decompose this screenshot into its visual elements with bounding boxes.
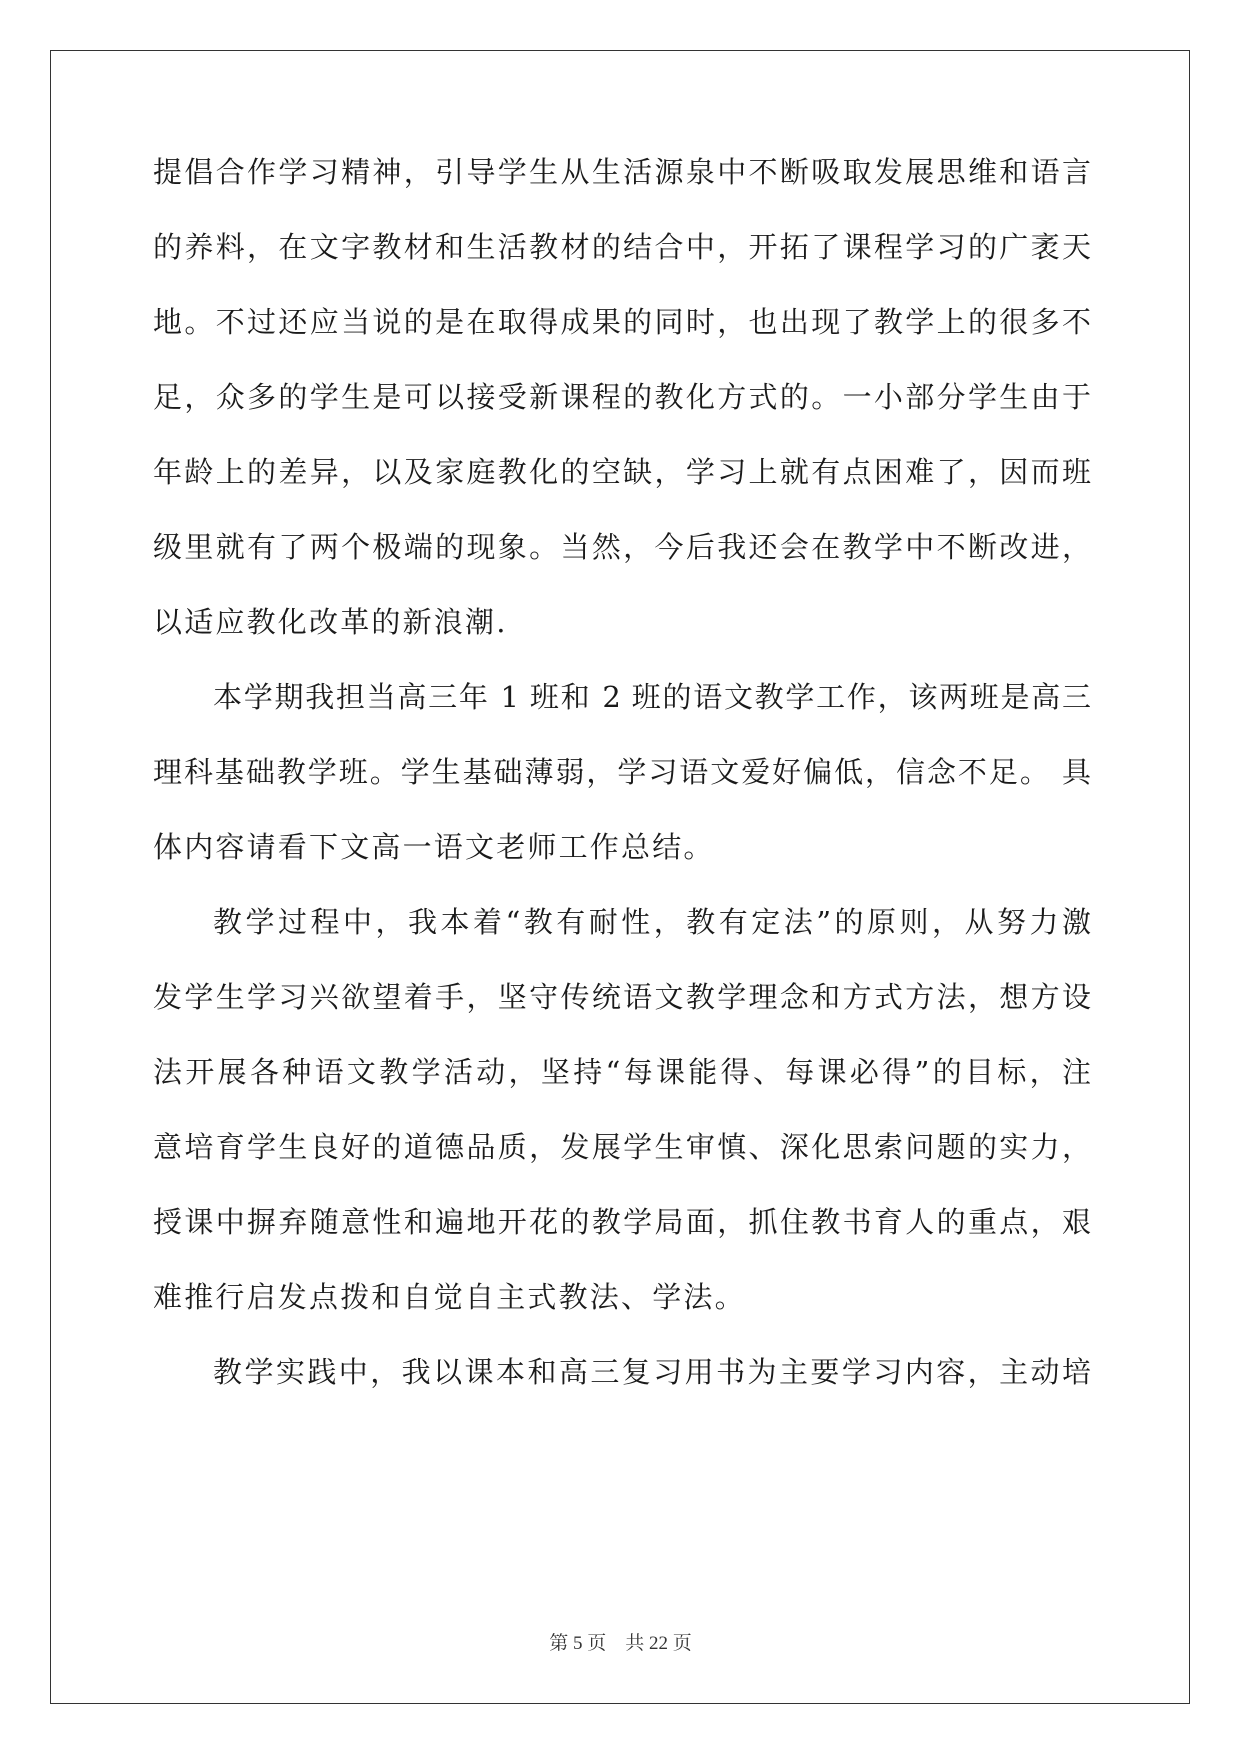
- text-line: 地。不过还应当说的是在取得成果的同时，也出现了教学上的很多不: [153, 305, 1091, 339]
- text-line: 足，众多的学生是可以接受新课程的教化方式的。一小部分学生由于: [153, 380, 1091, 414]
- page-border: [50, 50, 1190, 1704]
- paragraph-first-line: 本学期我担当高三年 1 班和 2 班的语文教学工作，该两班是高三: [213, 680, 1091, 714]
- text-line: 体内容请看下文高一语文老师工作总结。: [153, 830, 715, 864]
- text-line: 发学生学习兴欲望着手，坚守传统语文教学理念和方式方法，想方设: [153, 980, 1091, 1014]
- text-line: 难推行启发点拨和自觉自主式教法、学法。: [153, 1280, 746, 1314]
- text-line: 授课中摒弃随意性和遍地开花的教学局面，抓住教书育人的重点，艰: [153, 1205, 1091, 1239]
- text-line: 提倡合作学习精神，引导学生从生活源泉中不断吸取发展思维和语言: [153, 155, 1091, 189]
- text-line: 级里就有了两个极端的现象。当然，今后我还会在教学中不断改进，: [153, 530, 1091, 564]
- text-line: 年龄上的差异，以及家庭教化的空缺，学习上就有点困难了，因而班: [153, 455, 1091, 489]
- text-line: 意培育学生良好的道德品质，发展学生审慎、深化思索问题的实力，: [153, 1130, 1091, 1164]
- paragraph-first-line: 教学过程中，我本着“教有耐性，教有定法”的原则，从努力激: [213, 905, 1091, 939]
- text-line: 理科基础教学班。学生基础薄弱，学习语文爱好偏低，信念不足。 具: [153, 755, 1091, 789]
- text-line: 以适应教化改革的新浪潮.: [153, 605, 508, 639]
- text-line: 的养料，在文字教材和生活教材的结合中，开拓了课程学习的广袤天: [153, 230, 1091, 264]
- text-line: 法开展各种语文教学活动，坚持“每课能得、每课必得”的目标，注: [153, 1055, 1091, 1089]
- page-number-footer: 第 5 页 共 22 页: [549, 1633, 692, 1654]
- paragraph-first-line: 教学实践中，我以课本和高三复习用书为主要学习内容，主动培: [213, 1355, 1091, 1389]
